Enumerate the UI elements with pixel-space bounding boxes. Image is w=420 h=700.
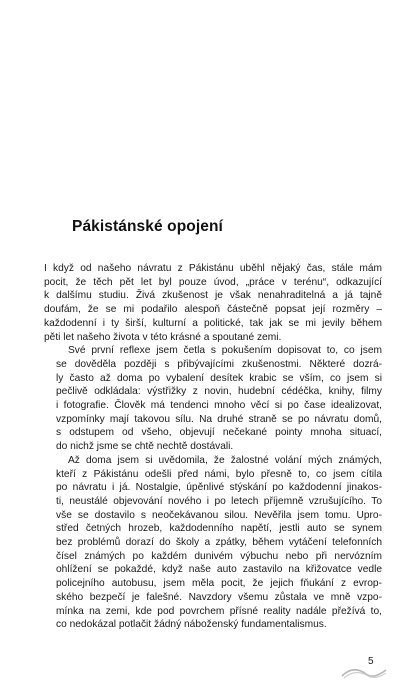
text-line: kteří z Pákistánu odešli před námi, bylo přesně to, co jsem cítila bbox=[56, 468, 382, 480]
text-line: k dalšímu studiu. Živá zkušenost je však nenahraditelná a já tajně bbox=[44, 290, 382, 302]
text-line: Až doma jsem si uvědomila, že žalostné volání mých známých, bbox=[68, 454, 382, 466]
text-line: bez problémů dorazí do školy a zpátky, během vytáčení telefonních bbox=[56, 537, 382, 549]
text-line: vše se dostavilo s neočekávanou silou. Nevěřila jsem tomu. Upro- bbox=[56, 509, 382, 521]
text-line: ského bezpečí je falešné. Navzdory všemu zůstala ve mně vzpo- bbox=[56, 591, 382, 603]
body-text bbox=[44, 262, 382, 632]
text-line: ohlížení se pokaždé, když naše auto zastavilo na křižovatce vedle bbox=[56, 564, 382, 576]
text-line: i fotografie. Člověk má tendenci mnoho věcí si po čase idealizovat, bbox=[56, 400, 382, 412]
text-line: mínka na zemi, kde pod povrchem přísné reality nadále přežívá to, bbox=[56, 605, 382, 617]
chapter-title: Pákistánské opojení bbox=[72, 218, 223, 235]
text-line: co nedokázal potlačit žádný náboženský fundamentalismus. bbox=[56, 619, 327, 631]
text-line: pěti let našeho života v této krásné a spoutané zemi. bbox=[44, 331, 282, 343]
text-line: I když od našeho návratu z Pákistánu uběhl nějaký čas, stále mám bbox=[44, 263, 382, 274]
text-line: Své první reflexe jsem četla s pokušením dopisovat to, co jsem bbox=[68, 345, 382, 357]
text-line: pocit, že těch pět let byl pouze úvod, „práce v terénu“, odkazující bbox=[44, 276, 382, 288]
text-line: s odstupem od všeho, objevují nečekané pointy mnoha situací, bbox=[56, 427, 382, 439]
text-line: po návratu i já. Nostalgie, úpěnlivé stýskání po každodenní jinakos- bbox=[56, 482, 382, 494]
text-line: doufám, že se mi podařilo alespoň částečně popsat její rozměry – bbox=[44, 304, 382, 316]
paragraph bbox=[44, 262, 382, 344]
text-line: pečlivě odkládala: výstřižky z novin, hudební cédéčka, knihy, filmy bbox=[56, 386, 382, 398]
paragraph bbox=[44, 344, 382, 454]
text-line: ti, neustálé objevování nového i po letech příjemně vzrušujícího. To bbox=[56, 495, 382, 507]
text-line: každodenní i ty širší, kulturní a politické, tak jak se mi jevily během bbox=[44, 317, 382, 329]
paragraph bbox=[44, 454, 382, 632]
text-line: ly často až doma po vybalení desítek krabic se vším, co jsem si bbox=[56, 372, 382, 384]
text-line: policejního autobusu, jsem měla pocit, že jejich fňukání z evrop- bbox=[56, 578, 382, 590]
text-line: střed četných hrozeb, každodenního napětí, jestli auto se synem bbox=[56, 523, 382, 535]
page-number: 5 bbox=[368, 656, 374, 667]
text-line: do nichž jsme se chtě nechtě dostávali. bbox=[56, 441, 234, 453]
text-line: čísel známých po každém dunivém výbuchu nebo při nervózním bbox=[56, 550, 382, 562]
publisher-logo-icon bbox=[340, 664, 388, 685]
text-line: vzpomínky mají takovou sílu. Na druhé straně se po návratu domů, bbox=[56, 413, 382, 425]
text-line: se dověděla později s přibývajícími zkušenostmi. Některé dozrá- bbox=[56, 358, 382, 370]
